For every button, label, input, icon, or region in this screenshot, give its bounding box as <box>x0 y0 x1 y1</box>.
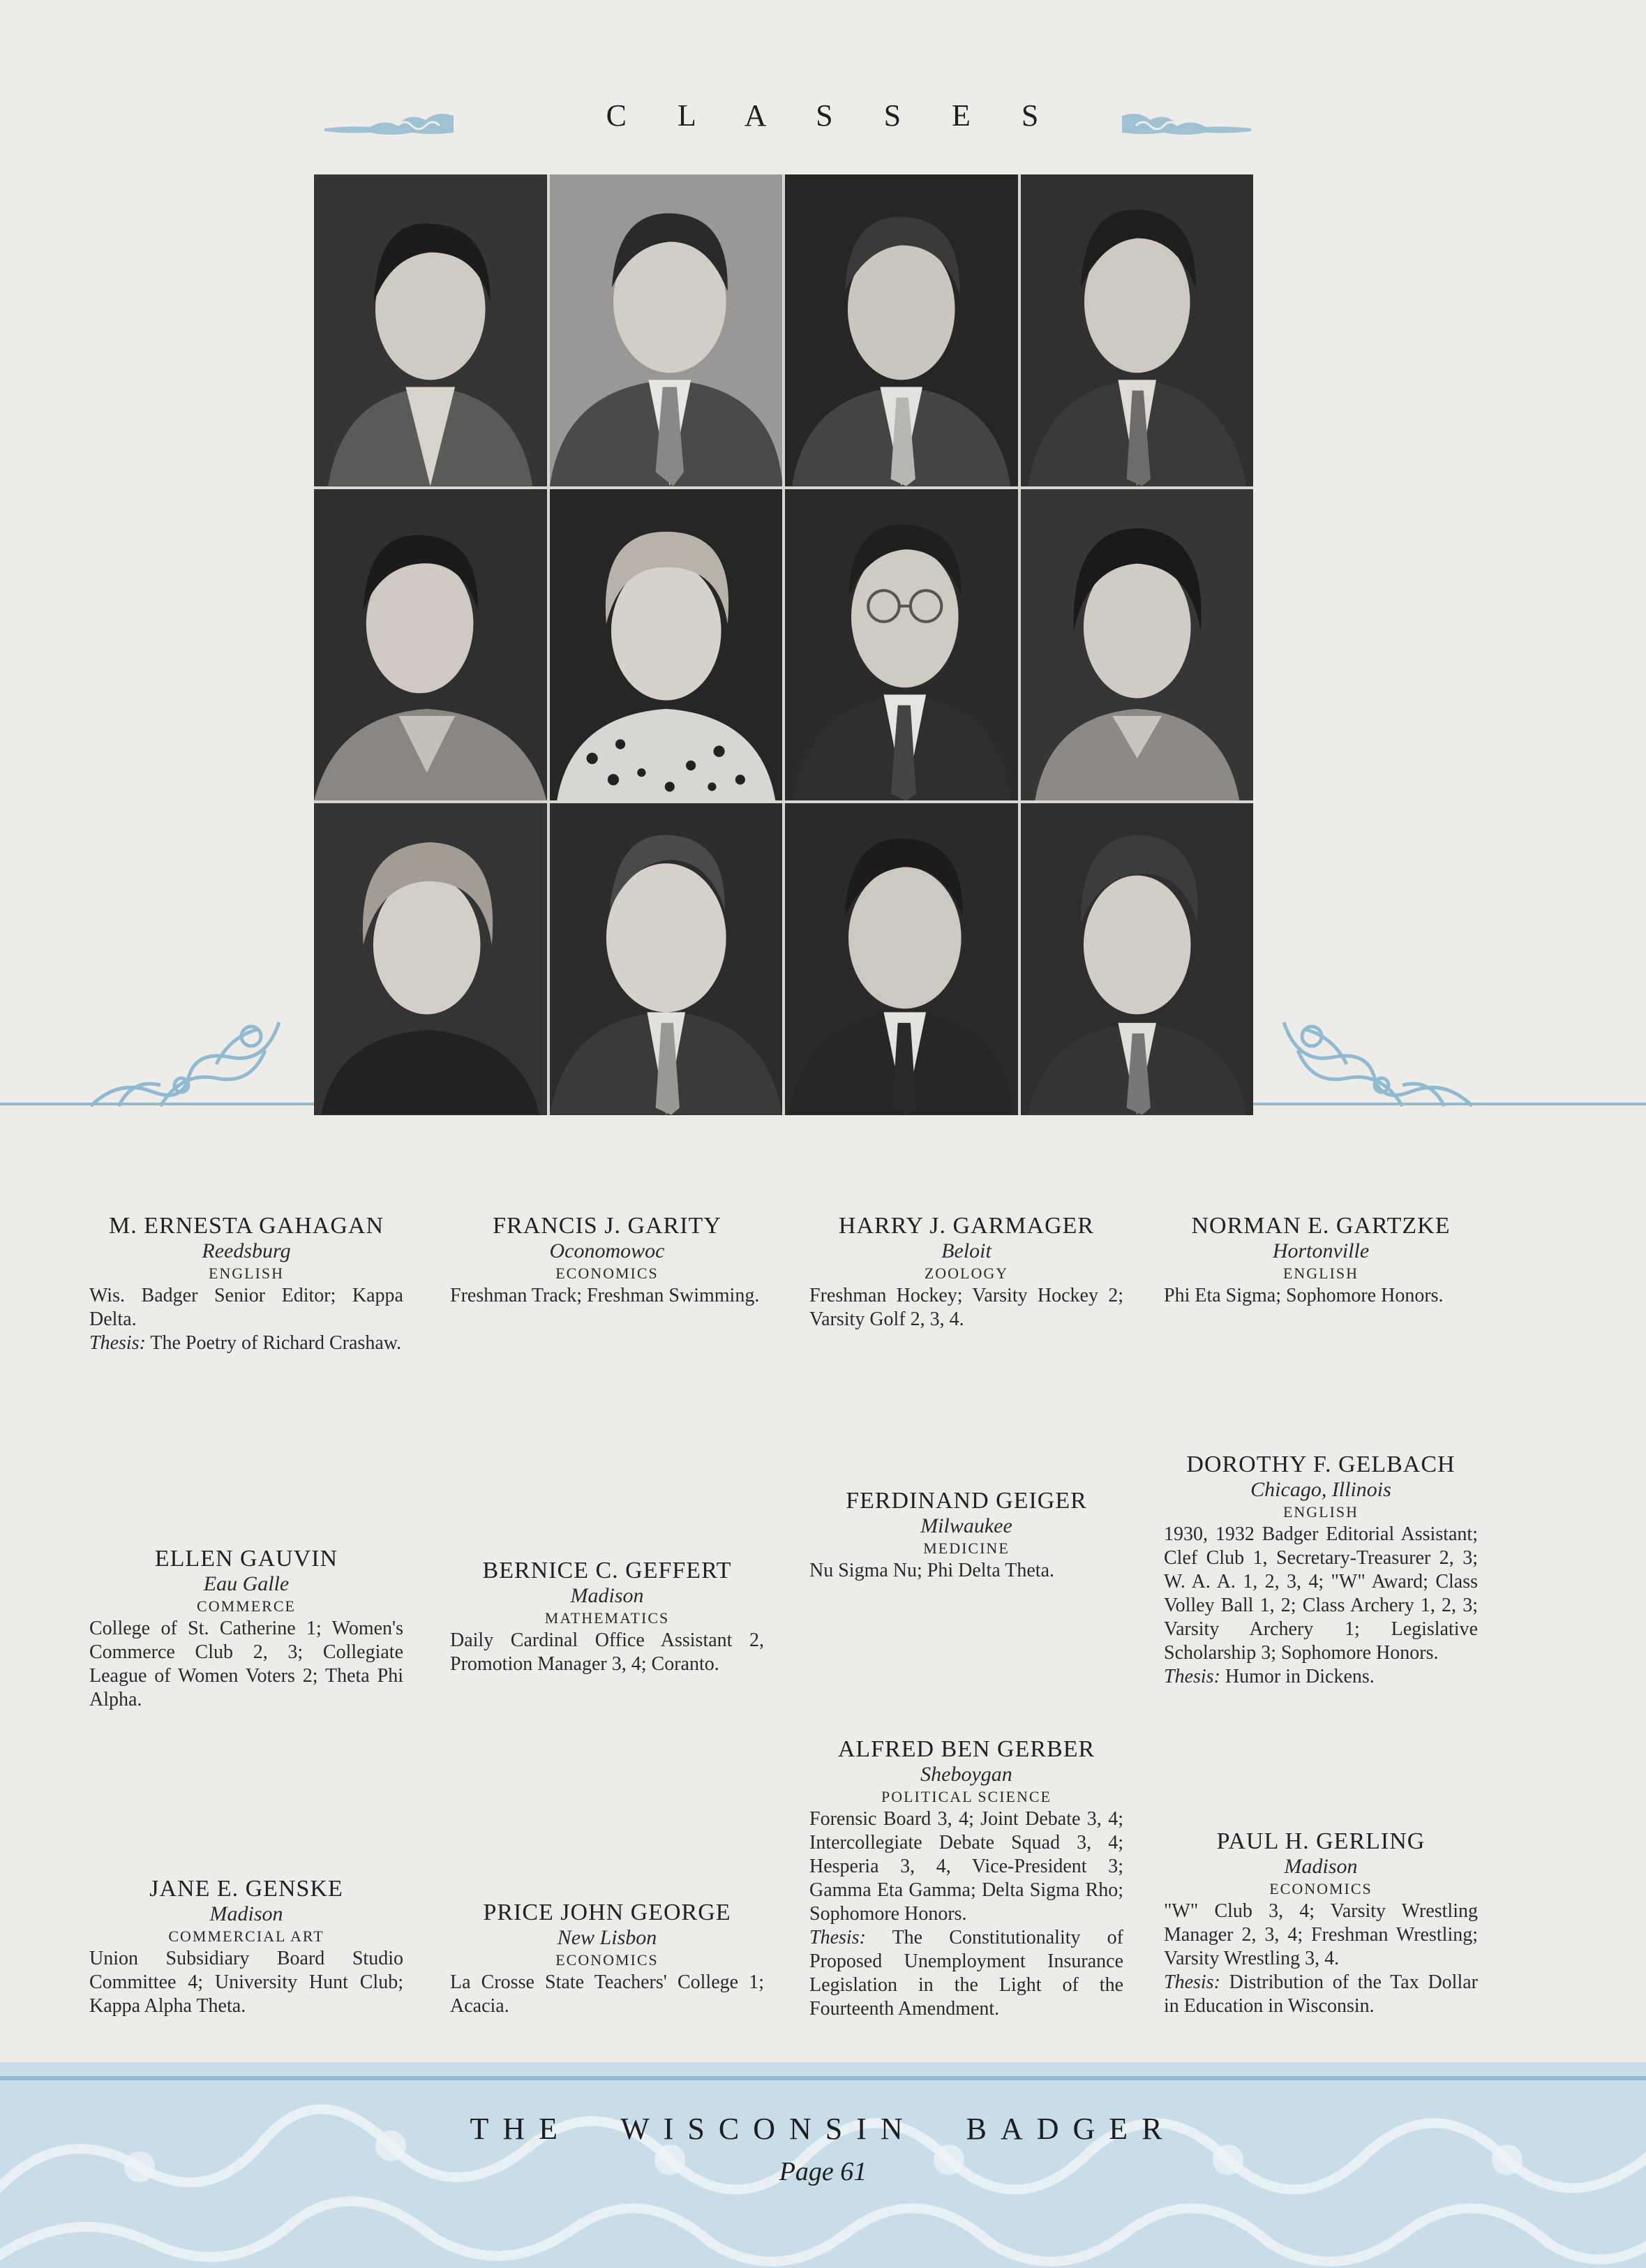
bio-gahagan <box>89 1213 403 1355</box>
footer-title <box>0 2111 1646 2147</box>
bio-geffert <box>450 1558 764 1676</box>
student-major: ZOOLOGY <box>924 1264 1009 1282</box>
student-activities: Daily Cardinal Office Assistant 2, Promotion Manager 3, 4; Coranto. <box>450 1629 764 1675</box>
student-name: BERNICE C. GEFFERT <box>482 1558 732 1583</box>
student-major: ECONOMICS <box>555 1951 659 1969</box>
student-hometown: Madison <box>570 1584 644 1607</box>
student-hometown: Reedsburg <box>202 1239 291 1262</box>
student-activities: Freshman Hockey; Varsity Hockey 2; Varsity Golf 2, 3, 4. <box>809 1285 1123 1330</box>
portrait-garity <box>550 174 783 486</box>
student-major: MEDICINE <box>923 1539 1010 1557</box>
student-activities: Nu Sigma Nu; Phi Delta Theta. <box>809 1560 1054 1581</box>
bio-gartzke <box>1164 1213 1478 1308</box>
portrait-grid <box>314 174 1253 1115</box>
portrait-gerber <box>785 803 1018 1115</box>
bio-gauvin <box>89 1546 403 1712</box>
student-major: ECONOMICS <box>555 1264 659 1282</box>
thesis-label: Thesis: <box>1164 1971 1220 1993</box>
thesis-label: Thesis: <box>1164 1666 1220 1687</box>
section-title-text: C L A S S E S <box>606 98 1040 133</box>
student-activities: Freshman Track; Freshman Swimming. <box>450 1285 760 1306</box>
portrait-george <box>550 803 783 1115</box>
footer-title-text: THE WISCONSIN BADGER <box>470 2112 1176 2146</box>
student-major: ECONOMICS <box>1269 1880 1372 1897</box>
student-major: ENGLISH <box>1282 1503 1359 1521</box>
student-hometown: Hortonville <box>1272 1239 1370 1262</box>
thesis-text: The Constitutionality of Proposed Unemployment Insurance Legislation in the Light of the Fourteenth Amendment. <box>809 1927 1123 2020</box>
section-title <box>0 98 1646 147</box>
student-name: NORMAN E. GARTZKE <box>1191 1213 1451 1239</box>
student-activities: Union Subsidiary Board Studio Committee 4; University Hunt Club; Kappa Alpha Theta. <box>89 1948 403 2017</box>
student-activities: La Crosse State Teachers' College 1; Acacia. <box>450 1971 764 2017</box>
student-name: HARRY J. GARMAGER <box>838 1213 1095 1239</box>
student-major: ENGLISH <box>208 1264 285 1282</box>
portrait-gartzke <box>1021 174 1254 486</box>
student-thesis <box>809 1926 1123 2021</box>
thesis-label: Thesis: <box>89 1332 146 1354</box>
student-activities: 1930, 1932 Badger Editorial Assistant; Clef Club 1, Secretary-Treasurer 2, 3; W. A. A. 1, 2, 3, 4; "W" Award; Class Volley Ball 1, 2; Class Archery 1, 2, 3; Varsity Archery 1; Legislative Scholarship 3; Sophomore Honors. <box>1164 1523 1478 1664</box>
student-name: PRICE JOHN GEORGE <box>483 1900 731 1925</box>
scroll-ornament-right <box>1277 994 1486 1113</box>
student-hometown: Milwaukee <box>920 1514 1012 1537</box>
portrait-geiger <box>785 489 1018 801</box>
student-thesis <box>1164 1665 1478 1689</box>
student-major: ENGLISH <box>1282 1264 1359 1282</box>
scroll-ornament-left <box>77 994 286 1113</box>
student-hometown: Eau Galle <box>203 1572 290 1595</box>
student-name: FERDINAND GEIGER <box>846 1488 1087 1514</box>
portrait-gerling <box>1021 803 1254 1115</box>
bio-genske <box>89 1876 403 2018</box>
portrait-garmager <box>785 174 1018 486</box>
student-major: COMMERCE <box>197 1597 296 1615</box>
student-major: MATHEMATICS <box>544 1609 670 1627</box>
portrait-gahagan <box>314 174 547 486</box>
thesis-label: Thesis: <box>809 1927 866 1948</box>
student-name: FRANCIS J. GARITY <box>493 1213 721 1239</box>
header-ornament-right <box>1115 105 1255 140</box>
student-name: ELLEN GAUVIN <box>154 1546 338 1572</box>
thesis-text: Distribution of the Tax Dollar in Education in Wisconsin. <box>1164 1971 1478 2017</box>
student-name: PAUL H. GERLING <box>1216 1828 1426 1854</box>
student-hometown: Sheboygan <box>920 1763 1012 1786</box>
portrait-geffert <box>550 489 783 801</box>
bio-george <box>450 1900 764 2018</box>
thesis-text: The Poetry of Richard Crashaw. <box>145 1332 402 1354</box>
student-hometown: Madison <box>209 1902 283 1925</box>
student-name: M. ERNESTA GAHAGAN <box>108 1213 384 1239</box>
portrait-genske <box>314 803 547 1115</box>
student-hometown: Chicago, Illinois <box>1250 1478 1391 1501</box>
portrait-gauvin <box>314 489 547 801</box>
thesis-text: Humor in Dickens. <box>1220 1666 1375 1687</box>
bio-gelbach <box>1164 1452 1478 1689</box>
student-name: ALFRED BEN GERBER <box>837 1736 1095 1762</box>
student-activities: Wis. Badger Senior Editor; Kappa Delta. <box>89 1285 403 1330</box>
student-hometown: Oconomowoc <box>549 1239 665 1262</box>
portrait-gelbach <box>1021 489 1254 801</box>
bio-garmager <box>809 1213 1123 1331</box>
student-major: POLITICAL SCIENCE <box>881 1788 1052 1805</box>
divider-rule-right <box>1253 1103 1646 1105</box>
bio-gerber <box>809 1736 1123 2021</box>
student-hometown: New Lisbon <box>557 1926 657 1949</box>
student-activities: College of St. Catherine 1; Women's Commerce Club 2, 3; Collegiate League of Women Voters 2; Theta Phi Alpha. <box>89 1618 403 1710</box>
bio-geiger <box>809 1488 1123 1583</box>
student-thesis <box>1164 1971 1478 2018</box>
bio-garity <box>450 1213 764 1308</box>
student-hometown: Madison <box>1284 1855 1358 1878</box>
student-hometown: Beloit <box>941 1239 992 1262</box>
page-number: Page 61 <box>779 2157 867 2186</box>
student-thesis <box>89 1331 403 1355</box>
student-major: COMMERCIAL ART <box>168 1927 324 1945</box>
bio-gerling <box>1164 1828 1478 2018</box>
student-activities: Forensic Board 3, 4; Joint Debate 3, 4; Intercollegiate Debate Squad 3, 4; Hesperia 3, 4, Vice-President 3; Gamma Eta Gamma; Delta Sigma Rho; Sophomore Honors. <box>809 1808 1123 1925</box>
student-name: JANE E. GENSKE <box>149 1876 343 1902</box>
student-activities: Phi Eta Sigma; Sophomore Honors. <box>1164 1285 1444 1306</box>
student-name: DOROTHY F. GELBACH <box>1186 1452 1456 1477</box>
divider-rule-left <box>0 1103 314 1105</box>
student-activities: "W" Club 3, 4; Varsity Wrestling Manager 2, 3, 4; Freshman Wrestling; Varsity Wrestling 3, 4. <box>1164 1900 1478 1969</box>
